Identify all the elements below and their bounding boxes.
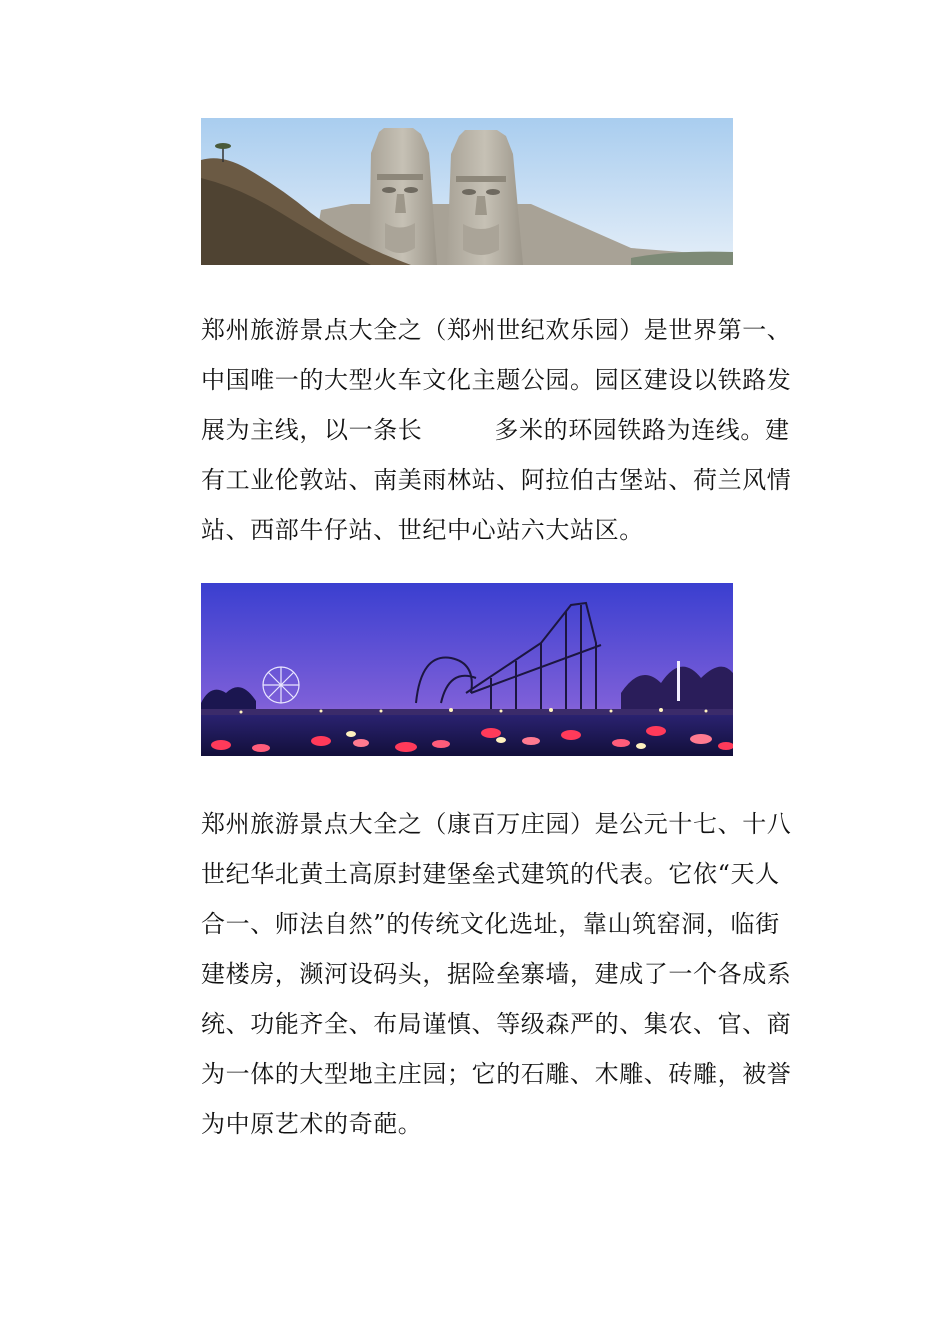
text-line: 世纪华北黄土高原封建堡垒式建筑的代表。它依“天人 (201, 860, 780, 888)
text-line: 站、西部牛仔站、世纪中心站六大站区。 (201, 516, 644, 544)
text-line: 中国唯一的大型火车文化主题公园。园区建设以铁路发 (201, 366, 792, 394)
text-line (201, 405, 805, 455)
text-line-before-gap: 展为主线，以一条长 (201, 416, 423, 444)
text-line: 郑州旅游景点大全之（康百万庄园）是公元十七、十八 (201, 810, 792, 838)
park-night-photo-drawing (201, 583, 733, 756)
park-night-photo (201, 583, 733, 756)
left-statue (369, 128, 437, 265)
text-line-after-gap: 多米的环园铁路为连线。建 (494, 416, 790, 444)
text-line: 为中原艺术的奇葩。 (201, 1110, 423, 1138)
paragraph-kang-manor (201, 799, 805, 1149)
text-line: 有工业伦敦站、南美雨林站、阿拉伯古堡站、荷兰风情 (201, 466, 792, 494)
text-line: 为一体的大型地主庄园；它的石雕、木雕、砖雕，被誉 (201, 1060, 792, 1088)
text-line: 统、功能齐全、布局谨慎、等级森严的、集农、官、商 (201, 1010, 792, 1038)
paragraph-century-park (201, 305, 805, 555)
text-line: 合一、师法自然”的传统文化选址，靠山筑窑洞，临街 (201, 910, 780, 938)
text-line: 郑州旅游景点大全之（郑州世纪欢乐园）是世界第一、 (201, 316, 792, 344)
text-line: 建楼房，濒河设码头，据险垒寨墙，建成了一个各成系 (201, 960, 792, 988)
statues-photo (201, 118, 733, 265)
ferris-wheel (263, 667, 299, 703)
statues-photo-drawing (201, 118, 733, 265)
